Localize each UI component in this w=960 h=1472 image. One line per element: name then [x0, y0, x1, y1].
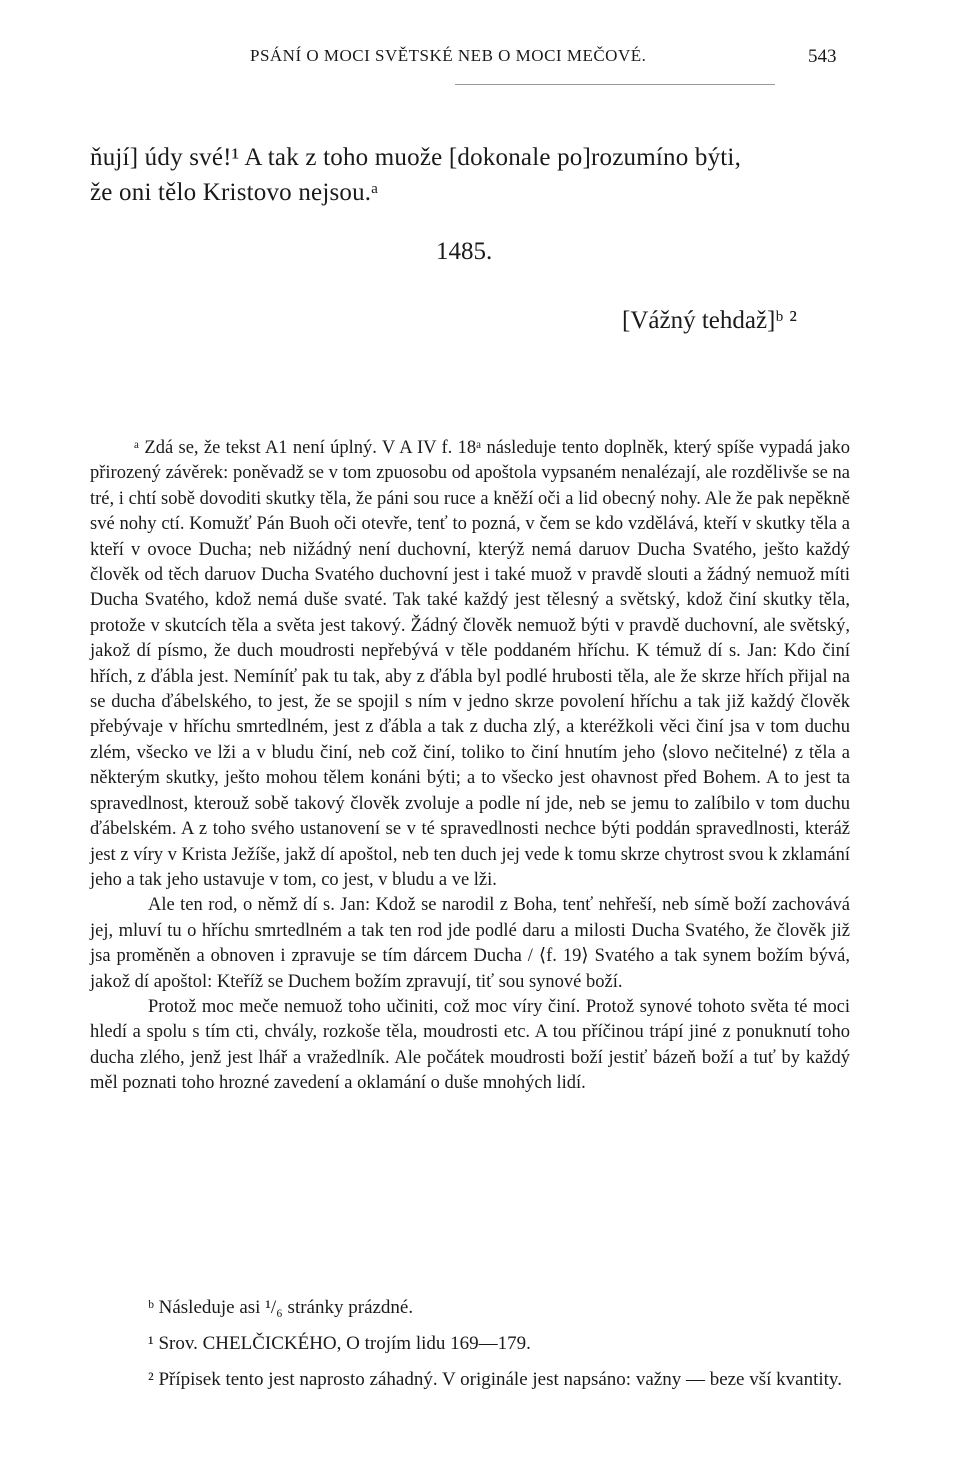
footnote-a-paragraph-3: Protož moc meče nemuož toho učiniti, což moc víry činí. Protož synové tohoto světa té moci hledí a spolu s tím cti, chvály, rozkoše těla, moudrosti etc. A tou příčinou trápí jiné z ponuknutí toho ducha zlého, jenž jest lhář a vražedlník. Ale počátek moudrosti boží jestiť bázeň boží a tuť by každý měl poznati toho hrozné zavedení a oklamání o duše mnohých lidí. [90, 996, 850, 1094]
note-2: ² Přípisek tento jest naprosto záhadný. V originále jest napsáno: važny — beze vší kvantity. [148, 1369, 842, 1390]
main-text-line-2: že oni tělo Kristovo nejsou.ᵃ [90, 179, 379, 206]
entry-year: 1485. [436, 238, 493, 265]
header-rule [455, 84, 775, 85]
main-text-line-1: ňují] údy své!¹ A tak z toho muože [dokonale po]rozumíno býti, [90, 144, 742, 171]
footnote-a-paragraph-1: ᵃ Zdá se, že tekst A1 není úplný. V A IV f. 18ᵃ následuje tento doplněk, který spíše vypadá jako přirozený závěrek: poněvadž se v tom zpuosobu od apoštola vypsaném nenalézají, ale rozdělivše se na tré, i chtí sobě dovoditi skutky těla, že páni sou ruce a kněží oči a lid obecný nohy. Ale že pak nepěkně své nohy ctí. Komužť Pán Buoh oči otevře, tenť to pozná, v čem se kdo vzdělává, kteří v skutky těla a kteří v ovoce Ducha; neb nižádný není duchovní, kterýž nemá daruov Ducha Svatého, ješto každý člověk od těch daruov Ducha Svatého duchovní jest i také muož v pravdě slouti a žádný nemuož míti Ducha Svatého, kdož nemá duše svaté. Tak také každý jest tělesný a světský, kdož činí skutky těla, protože v skutcích těla a světa jest takový. Žádný člověk nemuož býti v pravdě duchovní, ale světský, jakož dí písmo, že duch moudrosti nepřebývá v těle poddaném hříchu. K témuž dí s. Jan: Kdo činí hřích, z ďábla jest. Nemíníť pak tu tak, aby z ďábla byl podlé hrubosti těla, ale že skrze hřích přijal na se ducha ďábelského, to jest, že se spojil s ním v jedno skrze povolení hříchu a tak již každý člověk přebývaje v hříchu smrtedlném, jest z ďábla a tak z ducha zlý, a kteréžkoli věci činí jsa v tom duchu zlém, všecko ve lži a v bludu činí, neb což činí, toliko to činí hnutím jeho ⟨slovo nečitelné⟩ z těla a některým skutky, ješto mohou tělem konáni býti; a to všecko jest ohavnost před Bohem. A to jest ta spravedlnost, kterouž sobě takový člověk zvoluje a podle ní jde, neb se jemu to zalíbilo v tom duchu ďábelském. A z toho svého ustanovení se v té spravedlnosti nechce býti poddán spravedlnosti, kteráž jest z víry v Krista Ježíše, jakž dí apoštol, neb ten duch jej vede k tomu skrze chytrost svou k zklamání jeho a tak jeho ustavuje v tom, co jest, v bludu a ve lži. [90, 438, 850, 890]
running-title: PSÁNÍ O MOCI SVĚTSKÉ NEB O MOCI MEČOVÉ. [250, 46, 647, 65]
entry-heading: [Vážný tehdaž]ᵇ ² [622, 307, 797, 334]
notes [90, 1290, 850, 1394]
footnote-a-paragraph-2: Ale ten rod, o němž dí s. Jan: Kdož se narodil z Boha, tenť nehřeší, neb símě boží zachovává jej, mluví tu o hříchu smrtedlném a tak ten rod jde podlé daru a milosti Ducha Svatého, že člověk již jsa proměněn a obnoven i zpravuje se tím dárcem Ducha / ⟨f. 19⟩ Svatého a tak synem božím bývá, jakož dí apoštol: Kteříž se Duchem božím zpravují, tiť sou synové boží. [90, 895, 850, 992]
page-number: 543 [808, 46, 837, 67]
footnote-a [90, 436, 850, 1097]
note-b: ᵇ Následuje asi ¹/₆ stránky prázdné. [148, 1297, 414, 1318]
note-1: ¹ Srov. CHELČICKÉHO, O trojím lidu 169—179. [148, 1333, 531, 1354]
